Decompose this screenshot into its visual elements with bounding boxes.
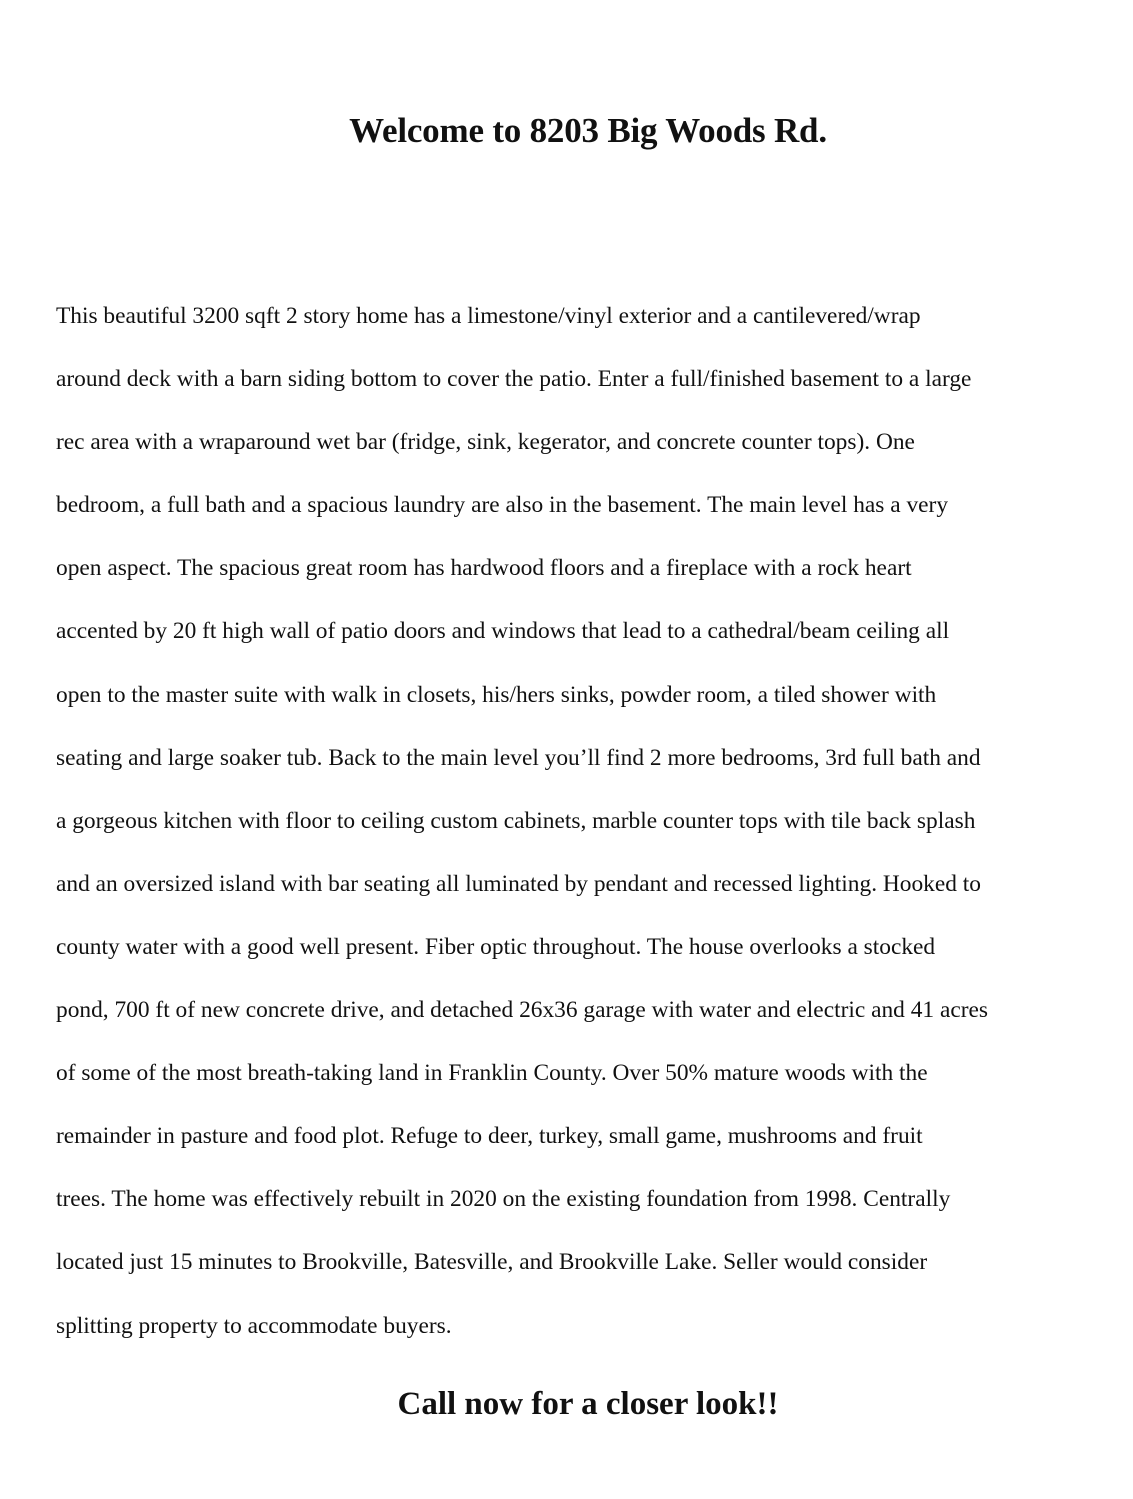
page-title: Welcome to 8203 Big Woods Rd. [349,111,827,150]
description-line: bedroom, a full bath and a spacious laundry are also in the basement. The main level has a very [56,492,949,519]
description-line: This beautiful 3200 sqft 2 story home has a limestone/vinyl exterior and a cantilevered/wrap [56,303,921,329]
description-line: pond, 700 ft of new concrete drive, and detached 26x36 garage with water and electric and 41 acres [56,997,988,1024]
property-description [56,285,1126,1358]
description-line: open aspect. The spacious great room has hardwood floors and a fireplace with a rock heart [56,555,912,582]
description-line: accented by 20 ft high wall of patio doors and windows that lead to a cathedral/beam ceiling all [56,618,950,645]
description-line: remainder in pasture and food plot. Refuge to deer, turkey, small game, mushrooms and fruit [56,1123,923,1150]
description-line: of some of the most breath-taking land in Franklin County. Over 50% mature woods with the [56,1060,928,1087]
description-line: seating and large soaker tub. Back to the main level you’ll find 2 more bedrooms, 3rd full bath and [56,744,981,771]
description-line: a gorgeous kitchen with floor to ceiling custom cabinets, marble counter tops with tile back splash [56,807,976,834]
description-line: and an oversized island with bar seating all luminated by pendant and recessed lighting. Hooked to [56,870,981,897]
description-line: located just 15 minutes to Brookville, Batesville, and Brookville Lake. Seller would consider [56,1249,928,1276]
description-line: splitting property to accommodate buyers. [56,1312,452,1339]
description-line: trees. The home was effectively rebuilt in 2020 on the existing foundation from 1998. Centrally [56,1186,951,1213]
call-to-action: Call now for a closer look!! [397,1386,779,1422]
description-line: rec area with a wraparound wet bar (fridge, sink, kegerator, and concrete counter tops). One [56,429,915,456]
description-line: around deck with a barn siding bottom to cover the patio. Enter a full/finished basement to a large [56,366,972,393]
description-line: open to the master suite with walk in closets, his/hers sinks, powder room, a tiled shower with [56,681,937,708]
description-line: county water with a good well present. Fiber optic throughout. The house overlooks a stocked [56,933,936,960]
